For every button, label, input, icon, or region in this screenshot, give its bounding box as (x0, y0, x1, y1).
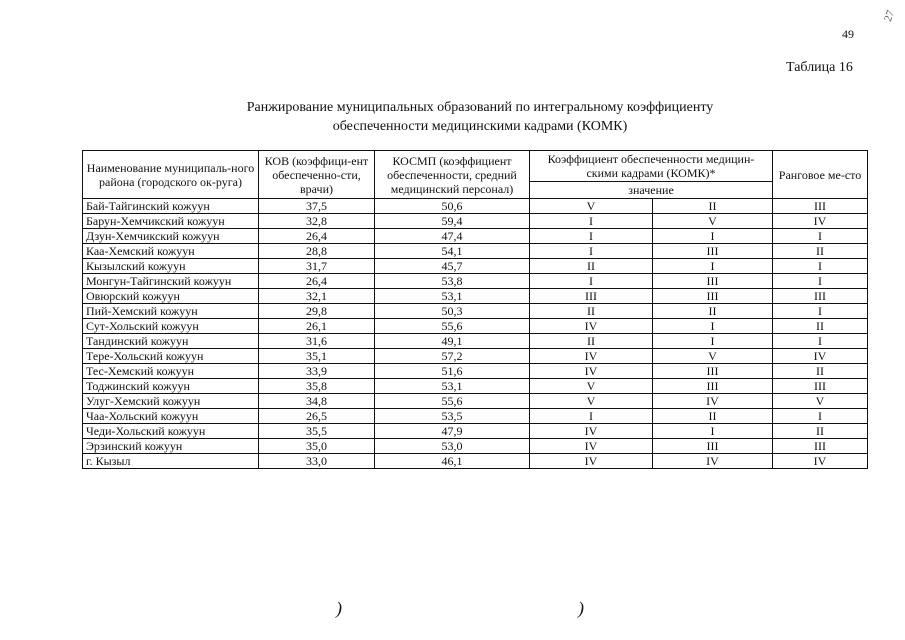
cell-komk-value-2: III (653, 379, 773, 394)
title-line-1: Ранжирование муниципальных образований по интегральному коэффициенту (246, 100, 714, 115)
cell-kov: 32,8 (259, 214, 375, 229)
cell-komk-value-1: IV (530, 439, 653, 454)
cell-kosmp: 49,1 (375, 334, 530, 349)
cell-komk-value-2: I (653, 229, 773, 244)
table-row (83, 259, 868, 274)
header-name: Наименование муниципаль-ного района (городского ок-руга) (83, 151, 259, 199)
cell-name: Эрзинский кожуун (83, 439, 259, 454)
cell-kosmp: 59,4 (375, 214, 530, 229)
cell-komk-value-2: III (653, 244, 773, 259)
cell-kov: 35,0 (259, 439, 375, 454)
table-row (83, 244, 868, 259)
cell-name: Тере-Хольский кожуун (83, 349, 259, 364)
cell-name: г. Кызыл (83, 454, 259, 469)
cell-name: Тандинский кожуун (83, 334, 259, 349)
cell-rank: I (773, 334, 868, 349)
cell-rank: I (773, 304, 868, 319)
cell-kosmp: 50,3 (375, 304, 530, 319)
header-komk: Коэффициент обеспеченности медицин-скими кадрами (КОМК)* (530, 151, 773, 182)
header-value: значение (530, 182, 773, 199)
header-rank: Ранговое ме-сто (773, 151, 868, 199)
page-number: 49 (842, 27, 854, 41)
cell-name: Чеди-Хольский кожуун (83, 424, 259, 439)
cell-kosmp: 47,9 (375, 424, 530, 439)
table-title (200, 98, 760, 136)
header-kov: КОВ (коэффици-ент обеспеченно-сти, врачи) (259, 151, 375, 199)
cell-kov: 26,4 (259, 229, 375, 244)
header-kosmp: КОСМП (коэффициент обеспеченности, средний медицинский персонал) (375, 151, 530, 199)
cell-komk-value-2: III (653, 274, 773, 289)
table-row (83, 424, 868, 439)
cell-kov: 31,7 (259, 259, 375, 274)
cell-kosmp: 53,0 (375, 439, 530, 454)
cell-rank: IV (773, 349, 868, 364)
cell-name: Каа-Хемский кожуун (83, 244, 259, 259)
table-row (83, 394, 868, 409)
cell-name: Бай-Тайгинский кожуун (83, 199, 259, 214)
cell-name: Кызылский кожуун (83, 259, 259, 274)
cell-komk-value-1: I (530, 214, 653, 229)
cell-komk-value-2: II (653, 409, 773, 424)
cell-komk-value-2: III (653, 439, 773, 454)
table-row (83, 454, 868, 469)
cell-name: Тоджинский кожуун (83, 379, 259, 394)
cell-rank: I (773, 409, 868, 424)
cell-rank: II (773, 364, 868, 379)
cell-name: Сут-Хольский кожуун (83, 319, 259, 334)
cell-komk-value-1: V (530, 379, 653, 394)
cell-komk-value-2: IV (653, 394, 773, 409)
cell-kosmp: 55,6 (375, 319, 530, 334)
cell-komk-value-2: V (653, 349, 773, 364)
table-row (83, 439, 868, 454)
cell-komk-value-2: II (653, 304, 773, 319)
cell-komk-value-1: I (530, 244, 653, 259)
cell-kov: 34,8 (259, 394, 375, 409)
cell-kov: 35,5 (259, 424, 375, 439)
cell-name: Пий-Хемский кожуун (83, 304, 259, 319)
cell-komk-value-2: I (653, 334, 773, 349)
cell-komk-value-2: III (653, 364, 773, 379)
cell-rank: III (773, 379, 868, 394)
table-row (83, 349, 868, 364)
cell-komk-value-1: II (530, 304, 653, 319)
cell-kov: 31,6 (259, 334, 375, 349)
cell-kov: 37,5 (259, 199, 375, 214)
cell-name: Дзун-Хемчикский кожуун (83, 229, 259, 244)
cell-rank: III (773, 199, 868, 214)
table-row (83, 199, 868, 214)
cell-komk-value-1: IV (530, 319, 653, 334)
cell-rank: IV (773, 214, 868, 229)
table-row (83, 379, 868, 394)
cell-rank: V (773, 394, 868, 409)
cell-name: Барун-Хемчикский кожуун (83, 214, 259, 229)
cell-komk-value-2: IV (653, 454, 773, 469)
cell-name: Тес-Хемский кожуун (83, 364, 259, 379)
cell-kosmp: 51,6 (375, 364, 530, 379)
cell-kov: 35,1 (259, 349, 375, 364)
cell-name: Монгун-Тайгинский кожуун (83, 274, 259, 289)
cell-kov: 33,0 (259, 454, 375, 469)
table-row (83, 364, 868, 379)
table-row (83, 289, 868, 304)
cell-rank: II (773, 319, 868, 334)
cell-kov: 33,9 (259, 364, 375, 379)
cell-kov: 26,1 (259, 319, 375, 334)
cell-komk-value-1: I (530, 409, 653, 424)
cell-kov: 29,8 (259, 304, 375, 319)
cell-rank: III (773, 289, 868, 304)
corner-handwritten-mark: 27 (881, 8, 898, 24)
cell-komk-value-1: V (530, 199, 653, 214)
bottom-mark-right: ) (578, 598, 584, 618)
cell-komk-value-1: III (530, 289, 653, 304)
cell-kov: 35,8 (259, 379, 375, 394)
cell-komk-value-1: IV (530, 424, 653, 439)
title-line-2: обеспеченности медицинскими кадрами (КОМК) (332, 119, 628, 134)
cell-name: Чаа-Хольский кожуун (83, 409, 259, 424)
cell-name: Овюрский кожуун (83, 289, 259, 304)
cell-kov: 26,4 (259, 274, 375, 289)
cell-kosmp: 45,7 (375, 259, 530, 274)
table-row (83, 214, 868, 229)
cell-komk-value-1: II (530, 259, 653, 274)
table-body (83, 199, 868, 469)
cell-kosmp: 57,2 (375, 349, 530, 364)
cell-kosmp: 53,8 (375, 274, 530, 289)
table-label: Таблица 16 (786, 60, 853, 75)
table-row (83, 274, 868, 289)
cell-kosmp: 53,5 (375, 409, 530, 424)
cell-rank: IV (773, 454, 868, 469)
cell-kosmp: 55,6 (375, 394, 530, 409)
komk-ranking-table (82, 150, 868, 469)
cell-name: Улуг-Хемский кожуун (83, 394, 259, 409)
table-row (83, 229, 868, 244)
cell-rank: II (773, 244, 868, 259)
cell-kosmp: 54,1 (375, 244, 530, 259)
cell-rank: I (773, 229, 868, 244)
cell-kosmp: 50,6 (375, 199, 530, 214)
cell-kov: 26,5 (259, 409, 375, 424)
cell-kov: 32,1 (259, 289, 375, 304)
cell-komk-value-1: V (530, 394, 653, 409)
cell-rank: I (773, 274, 868, 289)
cell-komk-value-2: I (653, 259, 773, 274)
cell-komk-value-2: I (653, 319, 773, 334)
bottom-mark-left: ) (336, 598, 342, 618)
cell-komk-value-1: I (530, 229, 653, 244)
table-row (83, 304, 868, 319)
table-row (83, 409, 868, 424)
cell-komk-value-1: I (530, 274, 653, 289)
table-row (83, 334, 868, 349)
cell-komk-value-2: II (653, 199, 773, 214)
cell-komk-value-2: V (653, 214, 773, 229)
cell-kosmp: 47,4 (375, 229, 530, 244)
cell-komk-value-2: I (653, 424, 773, 439)
cell-komk-value-2: III (653, 289, 773, 304)
cell-komk-value-1: IV (530, 349, 653, 364)
cell-kosmp: 46,1 (375, 454, 530, 469)
cell-kosmp: 53,1 (375, 379, 530, 394)
cell-rank: II (773, 424, 868, 439)
cell-rank: III (773, 439, 868, 454)
cell-komk-value-1: IV (530, 454, 653, 469)
cell-komk-value-1: II (530, 334, 653, 349)
cell-kov: 28,8 (259, 244, 375, 259)
cell-rank: I (773, 259, 868, 274)
cell-komk-value-1: IV (530, 364, 653, 379)
cell-kosmp: 53,1 (375, 289, 530, 304)
table-row (83, 319, 868, 334)
